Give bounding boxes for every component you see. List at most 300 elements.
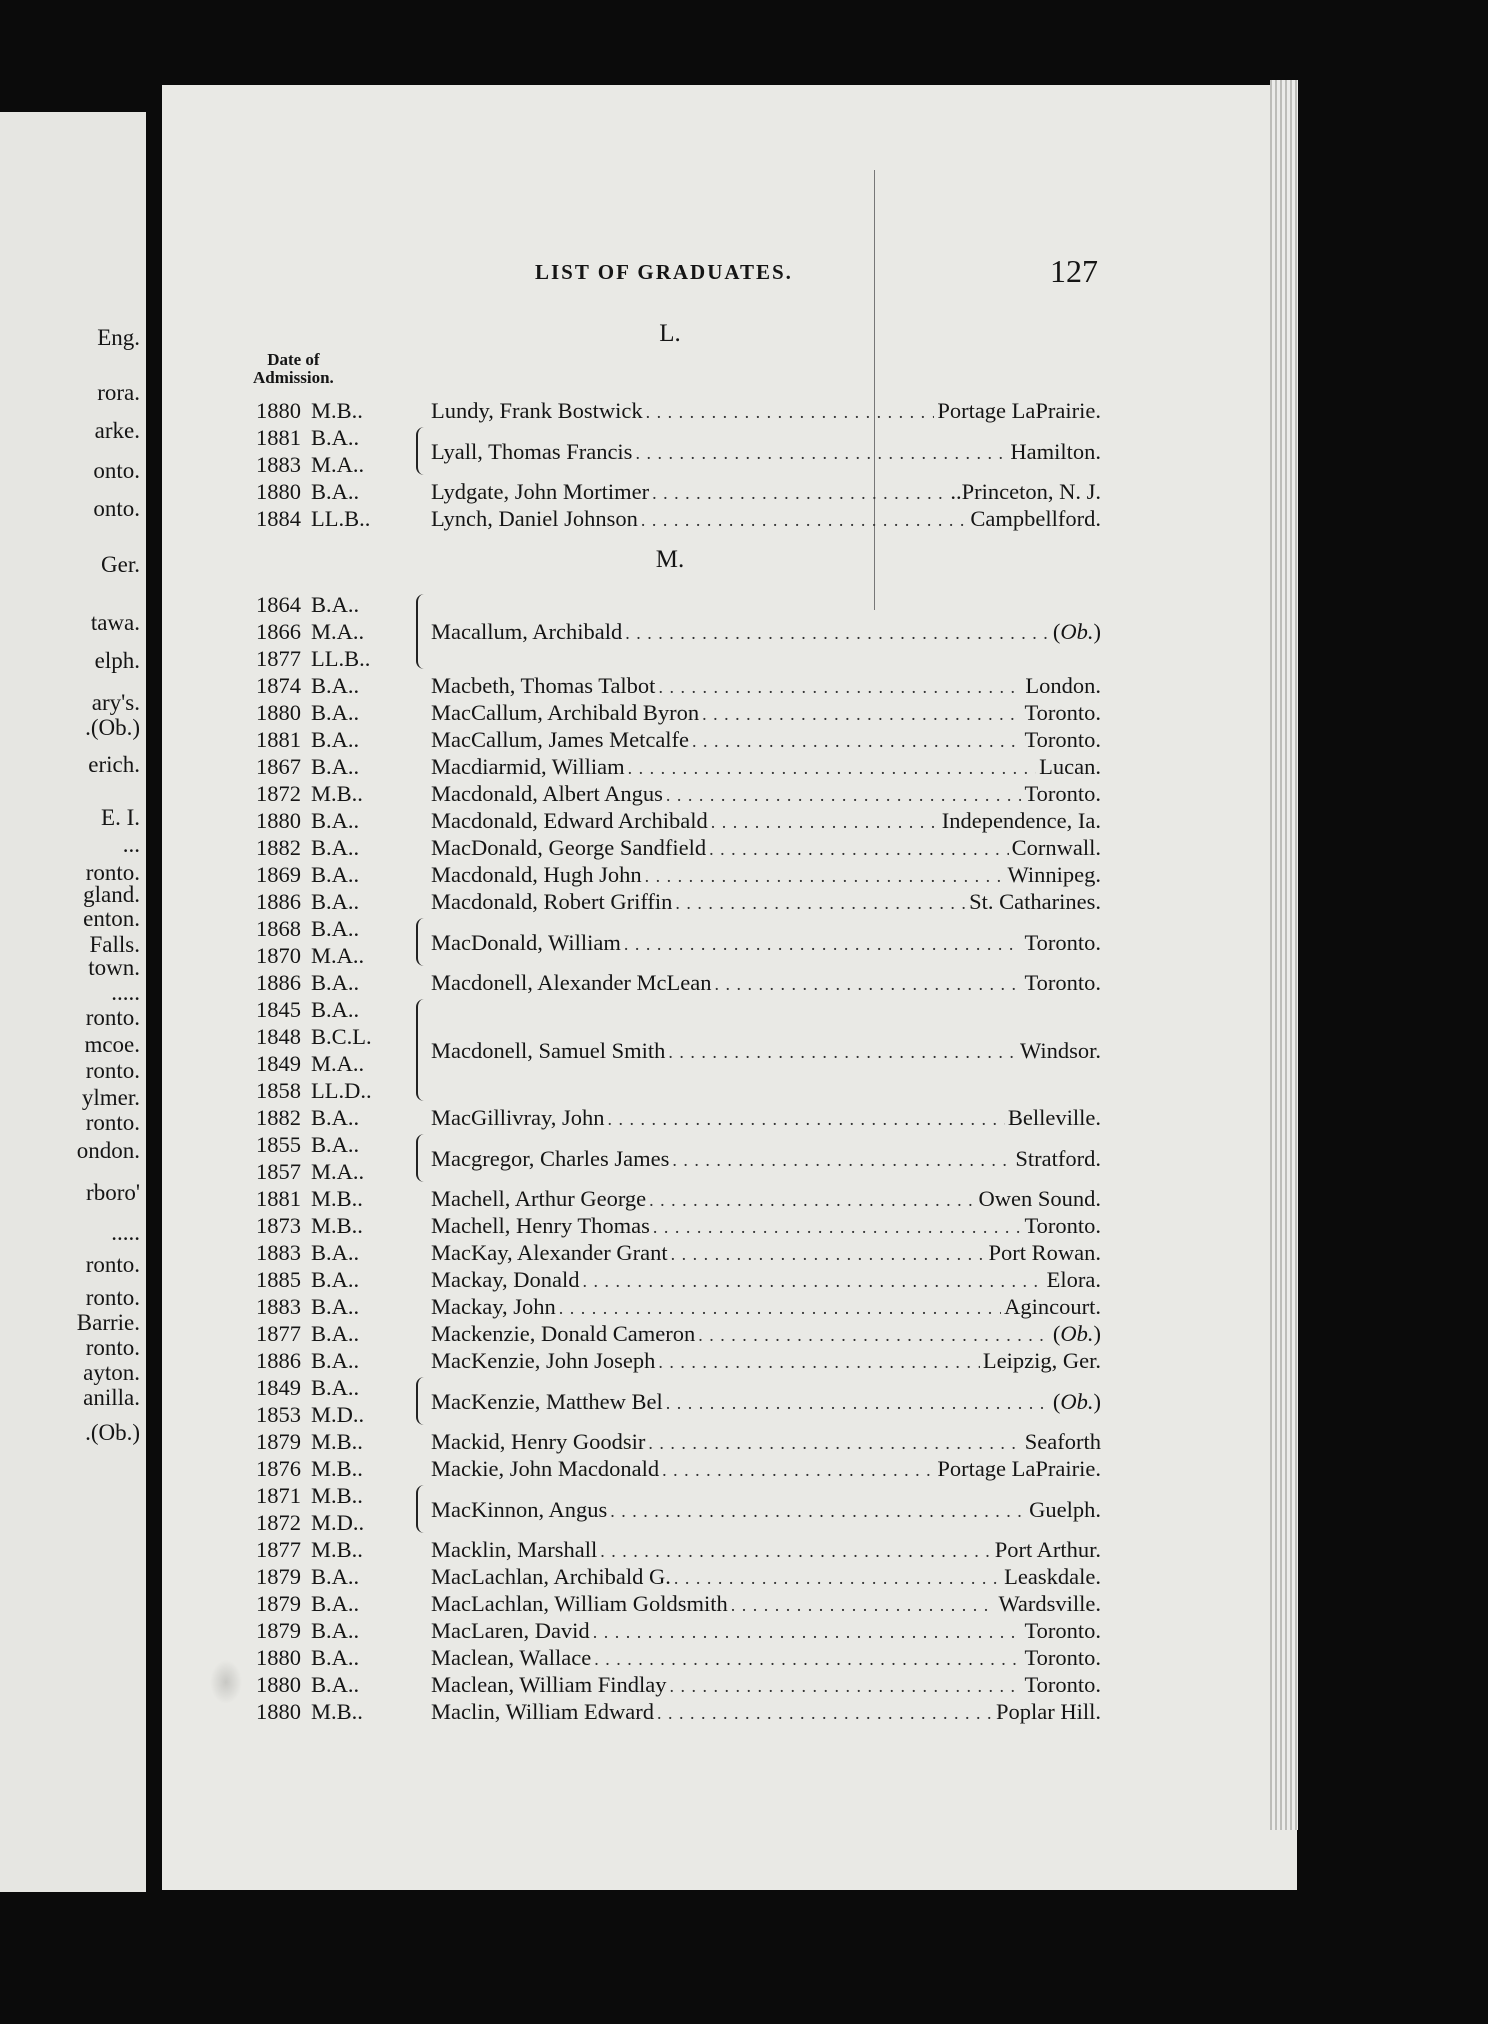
admission-line xyxy=(256,451,406,478)
left-page-text: onto. xyxy=(93,496,140,521)
graduate-name: Mackay, Donald xyxy=(431,1267,580,1292)
name-place-line xyxy=(431,1293,1101,1320)
admission-line xyxy=(256,1050,406,1077)
left-page-text: gland. xyxy=(83,882,140,907)
admission-line xyxy=(256,861,406,888)
degree: B.A.. xyxy=(311,1618,360,1643)
admission-line xyxy=(256,1536,406,1563)
name-place-line xyxy=(431,861,1101,888)
admission-line xyxy=(256,996,406,1023)
degree: B.A.. xyxy=(311,997,360,1022)
left-page-text: anilla. xyxy=(83,1385,140,1410)
graduate-place: Stratford. xyxy=(1015,1145,1101,1171)
degree: M.A.. xyxy=(311,1051,365,1076)
left-page-text: rora. xyxy=(97,380,140,405)
degree: B.A.. xyxy=(311,1294,360,1319)
leader-dots xyxy=(674,1565,1001,1592)
admission-year: 1880 xyxy=(256,1645,301,1670)
graduate-place: London. xyxy=(1025,673,1101,698)
leader-dots xyxy=(608,1106,1005,1133)
left-page-text: .(Ob.) xyxy=(85,715,140,740)
degree: M.B.. xyxy=(311,1537,363,1562)
admission-year: 1884 xyxy=(256,506,301,531)
leader-dots xyxy=(653,1214,1022,1241)
brace xyxy=(416,1377,428,1425)
graduate-entry xyxy=(256,1563,1101,1590)
leader-dots xyxy=(559,1295,1001,1322)
name-place-line xyxy=(431,1698,1101,1725)
degree: B.A.. xyxy=(311,479,360,504)
left-page-text: ondon. xyxy=(76,1138,140,1163)
brace xyxy=(416,1134,428,1182)
admission-year: 1871 xyxy=(256,1483,301,1508)
degree: B.A.. xyxy=(311,1672,360,1697)
left-page-text: rboro' xyxy=(86,1180,140,1205)
graduate-entry xyxy=(256,1320,1101,1347)
graduate-entry xyxy=(256,478,1101,505)
leader-dots xyxy=(702,701,1021,728)
graduate-entry xyxy=(256,753,1101,780)
admission-line xyxy=(256,1563,406,1590)
degree: M.D.. xyxy=(311,1402,365,1427)
admission-line xyxy=(256,1239,406,1266)
brace xyxy=(416,918,428,966)
graduate-name: MacKay, Alexander Grant xyxy=(431,1240,668,1265)
left-page-text: ayton. xyxy=(83,1360,140,1385)
name-place-line xyxy=(431,1212,1101,1239)
admission-year: 1867 xyxy=(256,754,301,779)
name-place-line xyxy=(431,780,1101,807)
graduate-place: Toronto. xyxy=(1024,929,1101,955)
admission-line xyxy=(256,915,406,942)
admission-year: 1882 xyxy=(256,1105,301,1130)
name-place-line xyxy=(431,888,1101,915)
graduate-name: Lyall, Thomas Francis xyxy=(431,438,633,464)
graduate-place: Owen Sound. xyxy=(978,1186,1101,1211)
left-page-text: ronto. xyxy=(85,1335,140,1360)
left-page-text: ..... xyxy=(111,980,140,1005)
graduate-entry xyxy=(256,807,1101,834)
graduate-entry xyxy=(256,1671,1101,1698)
left-page-text: Eng. xyxy=(97,325,140,350)
graduate-place: Port Rowan. xyxy=(988,1240,1101,1265)
degree: M.B.. xyxy=(311,1213,363,1238)
graduate-entry xyxy=(256,1428,1101,1455)
left-page-text: Ger. xyxy=(101,552,140,577)
brace xyxy=(416,594,428,669)
admission-year: 1883 xyxy=(256,452,301,477)
name-place-line xyxy=(431,834,1101,861)
graduate-entry xyxy=(256,1131,1101,1185)
graduate-entry xyxy=(256,1347,1101,1374)
graduate-name: MacLachlan, Archibald G. xyxy=(431,1564,671,1589)
name-place-line xyxy=(431,478,1101,505)
admission-line xyxy=(256,618,406,645)
admission-year: 1877 xyxy=(256,1537,301,1562)
admission-year: 1857 xyxy=(256,1159,301,1184)
admission-line xyxy=(256,1131,406,1158)
graduate-place: Winnipeg. xyxy=(1007,862,1101,887)
graduate-entry xyxy=(256,726,1101,753)
admission-year: 1877 xyxy=(256,646,301,671)
graduate-entry xyxy=(256,1104,1101,1131)
leader-dots xyxy=(649,1187,975,1214)
graduate-name: Maclin, William Edward xyxy=(431,1699,655,1724)
admission-line xyxy=(256,645,406,672)
degree: B.A.. xyxy=(311,1321,360,1346)
degree: M.B.. xyxy=(311,1429,363,1454)
leader-dots xyxy=(625,620,1050,647)
name-place-line xyxy=(431,726,1101,753)
admission-line xyxy=(256,888,406,915)
graduate-name: Macdonald, Hugh John xyxy=(431,862,642,887)
admission-year: 1880 xyxy=(256,1699,301,1724)
name-place-line xyxy=(431,1644,1101,1671)
leader-dots xyxy=(672,1147,1012,1174)
graduate-entry xyxy=(256,397,1101,424)
name-place-line xyxy=(431,969,1101,996)
admission-year: 1876 xyxy=(256,1456,301,1481)
graduate-place: Toronto. xyxy=(1024,727,1101,752)
admission-line xyxy=(256,753,406,780)
admission-line xyxy=(256,1644,406,1671)
leader-dots xyxy=(641,507,968,534)
leader-dots xyxy=(692,728,1021,755)
left-page-text: ronto. xyxy=(85,1252,140,1277)
graduate-entry xyxy=(256,672,1101,699)
graduate-entry xyxy=(256,915,1101,969)
section-letter: L. xyxy=(659,320,681,347)
leader-dots xyxy=(594,1646,1021,1673)
graduate-entry xyxy=(256,1293,1101,1320)
left-page-text: arke. xyxy=(94,418,140,443)
graduate-name: Lundy, Frank Bostwick xyxy=(431,398,643,423)
left-page-text: E. I. xyxy=(101,805,140,830)
admission-year: 1853 xyxy=(256,1402,301,1427)
degree: B.A.. xyxy=(311,727,360,752)
graduate-name: Maclean, William Findlay xyxy=(431,1672,667,1697)
graduate-name: MacKinnon, Angus xyxy=(431,1496,608,1522)
graduate-entry xyxy=(256,1536,1101,1563)
degree: B.A.. xyxy=(311,1105,360,1130)
column-header-line: Admission. xyxy=(253,368,334,387)
admission-line xyxy=(256,1077,406,1104)
graduate-place: Toronto. xyxy=(1024,700,1101,725)
graduate-place: Port Arthur. xyxy=(994,1537,1101,1562)
left-page-text: onto. xyxy=(93,458,140,483)
leader-dots xyxy=(711,809,939,836)
name-place-line xyxy=(431,618,1101,645)
graduate-name: Macdiarmid, William xyxy=(431,754,625,779)
admission-year: 1881 xyxy=(256,425,301,450)
name-place-line xyxy=(431,1145,1101,1172)
left-page-text: ronto. xyxy=(85,1005,140,1030)
degree: M.B.. xyxy=(311,1186,363,1211)
admission-line xyxy=(256,672,406,699)
name-place-line xyxy=(431,1239,1101,1266)
leader-dots xyxy=(645,863,1005,890)
graduate-name: MacLachlan, William Goldsmith xyxy=(431,1591,728,1616)
graduate-name: Lydgate, John Mortimer xyxy=(431,479,650,504)
leader-dots xyxy=(670,1673,1022,1700)
graduate-place: Independence, Ia. xyxy=(941,808,1101,833)
graduate-entry xyxy=(256,1455,1101,1482)
graduate-name: Macbeth, Thomas Talbot xyxy=(431,673,656,698)
graduate-name: MacCallum, James Metcalfe xyxy=(431,727,690,752)
admission-line xyxy=(256,1590,406,1617)
degree: B.A.. xyxy=(311,970,360,995)
left-page-text: ary's. xyxy=(91,690,140,715)
admission-line xyxy=(256,1347,406,1374)
graduate-place: Wardsville. xyxy=(998,1591,1101,1616)
graduate-name: Macallum, Archibald xyxy=(431,619,623,644)
graduate-place: Guelph. xyxy=(1029,1496,1101,1522)
admission-line xyxy=(256,1293,406,1320)
graduate-place: Belleville. xyxy=(1007,1105,1101,1130)
name-place-line xyxy=(431,1388,1101,1415)
admission-year: 1874 xyxy=(256,673,301,698)
admission-year: 1879 xyxy=(256,1591,301,1616)
graduate-name: Mackie, John Macdonald xyxy=(431,1456,660,1481)
leader-dots xyxy=(662,1457,934,1484)
admission-year: 1870 xyxy=(256,943,301,968)
admission-year: 1864 xyxy=(256,592,301,617)
degree: B.A.. xyxy=(311,835,360,860)
name-place-line xyxy=(431,1185,1101,1212)
name-place-line xyxy=(431,1496,1101,1523)
name-place-line xyxy=(431,505,1101,532)
name-place-line xyxy=(431,1455,1101,1482)
leader-dots xyxy=(628,755,1037,782)
admission-line xyxy=(256,807,406,834)
degree: M.D.. xyxy=(311,1510,365,1535)
name-place-line xyxy=(431,1536,1101,1563)
degree: B.A.. xyxy=(311,1564,360,1589)
admission-year: 1879 xyxy=(256,1618,301,1643)
graduate-name: Machell, Arthur George xyxy=(431,1186,647,1211)
admission-line xyxy=(256,424,406,451)
admission-year: 1886 xyxy=(256,970,301,995)
graduate-entry xyxy=(256,861,1101,888)
name-place-line xyxy=(431,1428,1101,1455)
graduate-name: Macgregor, Charles James xyxy=(431,1145,670,1171)
graduate-entry xyxy=(256,505,1101,532)
graduate-name: Macdonell, Samuel Smith xyxy=(431,1037,666,1063)
degree: B.A.. xyxy=(311,1375,360,1400)
graduate-place: Leaskdale. xyxy=(1004,1564,1101,1589)
name-place-line xyxy=(431,1266,1101,1293)
degree: M.B.. xyxy=(311,781,363,806)
graduate-name: Macklin, Marshall xyxy=(431,1537,598,1562)
admission-year: 1872 xyxy=(256,781,301,806)
name-place-line xyxy=(431,1563,1101,1590)
admission-line xyxy=(256,478,406,505)
leader-dots xyxy=(610,1498,1026,1525)
admission-line xyxy=(256,969,406,996)
admission-line xyxy=(256,1266,406,1293)
graduate-entry xyxy=(256,1698,1101,1725)
graduate-name: MacDonald, William xyxy=(431,929,621,955)
degree: B.A.. xyxy=(311,673,360,698)
degree: M.B.. xyxy=(311,1483,363,1508)
degree: B.C.L. xyxy=(311,1024,372,1049)
admission-year: 1868 xyxy=(256,916,301,941)
admission-year: 1881 xyxy=(256,1186,301,1211)
name-place-line xyxy=(431,1104,1101,1131)
admission-year: 1886 xyxy=(256,1348,301,1373)
graduate-place: Leipzig, Ger. xyxy=(982,1348,1101,1373)
degree: M.A.. xyxy=(311,1159,365,1184)
graduate-place: Poplar Hill. xyxy=(996,1699,1101,1724)
brace xyxy=(416,999,428,1101)
graduate-entry xyxy=(256,888,1101,915)
name-place-line xyxy=(431,672,1101,699)
graduate-name: MacKenzie, John Joseph xyxy=(431,1348,656,1373)
leader-dots xyxy=(657,1700,993,1727)
graduate-place: Campbellford. xyxy=(970,506,1101,531)
admission-line xyxy=(256,834,406,861)
graduate-place: Toronto. xyxy=(1024,1213,1101,1238)
leader-dots xyxy=(666,1390,1050,1417)
graduate-name: MacKenzie, Matthew Bel xyxy=(431,1388,663,1414)
left-page-text: enton. xyxy=(83,906,140,931)
admission-year: 1866 xyxy=(256,619,301,644)
admission-line xyxy=(256,1104,406,1131)
leader-dots xyxy=(658,674,1022,701)
graduate-place: Seaforth xyxy=(1024,1429,1101,1454)
graduate-entry xyxy=(256,1374,1101,1428)
book-gutter xyxy=(146,100,162,1900)
name-place-line xyxy=(431,753,1101,780)
graduate-entry xyxy=(256,591,1101,672)
leader-dots xyxy=(635,440,1007,467)
degree: B.A.. xyxy=(311,889,360,914)
admission-year: 1885 xyxy=(256,1267,301,1292)
graduate-place: (Ob.) xyxy=(1052,1388,1101,1414)
admission-year: 1881 xyxy=(256,727,301,752)
graduate-name: Macdonell, Alexander McLean xyxy=(431,970,712,995)
graduate-name: MacCallum, Archibald Byron xyxy=(431,700,700,725)
admission-line xyxy=(256,1212,406,1239)
ink-smudge xyxy=(210,1660,242,1704)
degree: B.A.. xyxy=(311,1132,360,1157)
admission-line xyxy=(256,699,406,726)
graduate-entry xyxy=(256,996,1101,1104)
graduate-name: MacGillivray, John xyxy=(431,1105,605,1130)
graduate-name: Machell, Henry Thomas xyxy=(431,1213,650,1238)
admission-year: 1873 xyxy=(256,1213,301,1238)
graduate-name: Mackenzie, Donald Cameron xyxy=(431,1321,696,1346)
graduate-place: Toronto. xyxy=(1024,1672,1101,1697)
left-page-fragment xyxy=(0,112,146,1892)
degree: M.A.. xyxy=(311,452,365,477)
degree: B.A.. xyxy=(311,592,360,617)
graduate-place: (Ob.) xyxy=(1052,619,1101,644)
admission-line xyxy=(256,505,406,532)
leader-dots xyxy=(583,1268,1044,1295)
admission-year: 1880 xyxy=(256,808,301,833)
graduate-place: Windsor. xyxy=(1020,1037,1101,1063)
graduate-place: Toronto. xyxy=(1024,970,1101,995)
degree: B.A.. xyxy=(311,1645,360,1670)
degree: M.B.. xyxy=(311,398,363,423)
graduate-place: ..Princeton, N. J. xyxy=(950,479,1101,504)
graduate-entry xyxy=(256,1482,1101,1536)
leader-dots xyxy=(593,1619,1022,1646)
graduate-place: Cornwall. xyxy=(1011,835,1101,860)
admission-line xyxy=(256,1698,406,1725)
admission-line xyxy=(256,1185,406,1212)
brace xyxy=(416,427,428,475)
degree: M.A.. xyxy=(311,943,365,968)
leader-dots xyxy=(646,399,935,426)
graduate-place: (Ob.) xyxy=(1052,1321,1101,1346)
graduate-entry xyxy=(256,1617,1101,1644)
admission-line xyxy=(256,397,406,424)
name-place-line xyxy=(431,1037,1101,1064)
admission-year: 1879 xyxy=(256,1564,301,1589)
degree: B.A.. xyxy=(311,1348,360,1373)
degree: M.B.. xyxy=(311,1456,363,1481)
leader-dots xyxy=(709,836,1008,863)
admission-line xyxy=(256,1428,406,1455)
graduate-name: Mackid, Henry Goodsir xyxy=(431,1429,646,1454)
admission-line xyxy=(256,726,406,753)
graduate-name: MacLaren, David xyxy=(431,1618,590,1643)
graduate-entry xyxy=(256,1644,1101,1671)
graduate-entry xyxy=(256,424,1101,478)
degree: B.A.. xyxy=(311,754,360,779)
graduate-entry xyxy=(256,1266,1101,1293)
degree: LL.B.. xyxy=(311,646,371,671)
admission-year: 1883 xyxy=(256,1240,301,1265)
left-page-text: mcoe. xyxy=(84,1032,140,1057)
name-place-line xyxy=(431,929,1101,956)
graduate-place: Lucan. xyxy=(1039,754,1101,779)
graduate-place: Hamilton. xyxy=(1010,438,1101,464)
graduate-name: Mackay, John xyxy=(431,1294,556,1319)
admission-line xyxy=(256,780,406,807)
left-page-text: ronto. xyxy=(85,1285,140,1310)
degree: M.B.. xyxy=(311,1699,363,1724)
leader-dots xyxy=(652,480,947,507)
brace xyxy=(416,1485,428,1533)
name-place-line xyxy=(431,1590,1101,1617)
graduate-entry xyxy=(256,834,1101,861)
leader-dots xyxy=(666,782,1022,809)
degree: LL.B.. xyxy=(311,506,371,531)
leader-dots xyxy=(715,971,1022,998)
admission-line xyxy=(256,591,406,618)
admission-year: 1879 xyxy=(256,1429,301,1454)
admission-line xyxy=(256,1401,406,1428)
admission-year: 1849 xyxy=(256,1375,301,1400)
admission-line xyxy=(256,1509,406,1536)
degree: B.A.. xyxy=(311,425,360,450)
graduate-name: Macdonald, Robert Griffin xyxy=(431,889,673,914)
graduate-entry xyxy=(256,1590,1101,1617)
graduate-entry xyxy=(256,780,1101,807)
admission-line xyxy=(256,1023,406,1050)
degree: B.A.. xyxy=(311,1267,360,1292)
graduate-name: MacDonald, George Sandfield xyxy=(431,835,707,860)
graduate-name: Macdonald, Albert Angus xyxy=(431,781,663,806)
section-letter: M. xyxy=(655,546,685,573)
degree: B.A.. xyxy=(311,1591,360,1616)
left-page-text: .(Ob.) xyxy=(85,1420,140,1445)
degree: B.A.. xyxy=(311,808,360,833)
left-page-text: Barrie. xyxy=(76,1310,140,1335)
